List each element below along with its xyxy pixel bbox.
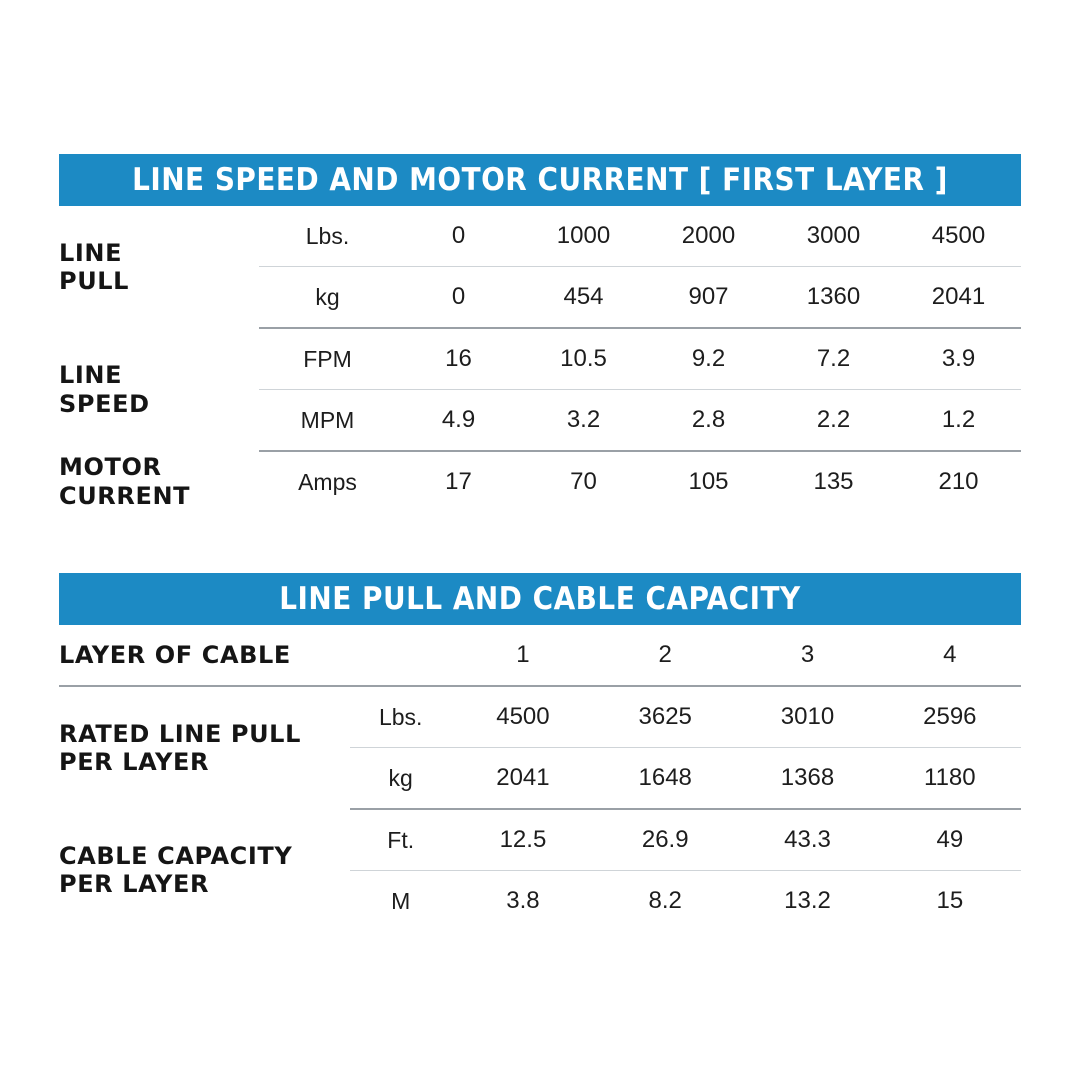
row-label-line-1: MOTOR — [59, 453, 162, 482]
value-cell: 1180 — [879, 748, 1021, 810]
value-cell: 3000 — [771, 206, 896, 267]
value-cell: 3010 — [736, 686, 878, 748]
spec-block-line-speed-motor-current — [59, 154, 1021, 512]
value-cell: 4.9 — [396, 390, 521, 452]
row-label-line-2: PER LAYER — [59, 748, 210, 776]
spec-block-line-pull-cable-capacity — [59, 573, 1021, 931]
table-line-speed-motor-current — [59, 206, 1021, 512]
unit-cell: M — [391, 887, 411, 914]
value-cell: 4 — [879, 625, 1021, 686]
unit-cell: Lbs. — [350, 686, 452, 748]
value-cell: 1368 — [736, 748, 878, 810]
value-cell: 135 — [813, 468, 854, 495]
value-cell: 1648 — [594, 748, 736, 810]
table-row — [59, 328, 1021, 390]
table-row — [59, 206, 1021, 267]
value-cell: 9.2 — [646, 328, 771, 390]
value-cell: 3 — [736, 625, 878, 686]
row-label-line-1: LINE — [59, 361, 123, 390]
table-row — [59, 809, 1021, 871]
value-cell: 0 — [396, 206, 521, 267]
unit-cell: FPM — [259, 328, 396, 390]
value-cell: 3.9 — [896, 328, 1021, 390]
value-cell: 2041 — [452, 748, 594, 810]
table-row — [59, 625, 1021, 686]
value-cell: 2596 — [879, 686, 1021, 748]
value-cell: 49 — [879, 809, 1021, 871]
value-cell: 0 — [396, 267, 521, 329]
row-label-line-1: LAYER OF CABLE — [59, 640, 291, 669]
value-cell: 26.9 — [594, 809, 736, 871]
row-group-label-cable-capacity-per-layer — [59, 809, 350, 931]
row-label-line-1: RATED LINE PULL — [59, 719, 301, 748]
row-label-line-2: PER LAYER — [59, 870, 210, 898]
row-group-label-motor-current — [59, 451, 259, 512]
unit-cell: Amps — [298, 468, 357, 495]
value-cell: 7.2 — [771, 328, 896, 390]
value-cell: 2.2 — [771, 390, 896, 452]
value-cell: 2041 — [896, 267, 1021, 329]
block-title-line-pull-cable-capacity: LINE PULL AND CABLE CAPACITY — [59, 573, 1021, 625]
unit-cell: MPM — [259, 390, 396, 452]
value-cell: 8.2 — [648, 887, 682, 914]
value-cell: 4500 — [896, 206, 1021, 267]
value-cell: 43.3 — [736, 809, 878, 871]
row-group-label-layer-of-cable — [59, 625, 350, 686]
row-label-line-1: LINE — [59, 238, 123, 267]
value-cell: 105 — [688, 468, 729, 495]
value-cell: 2 — [594, 625, 736, 686]
block-title-line-speed-motor-current: LINE SPEED AND MOTOR CURRENT [ FIRST LAYER ] — [59, 154, 1021, 206]
value-cell: 4500 — [452, 686, 594, 748]
value-cell: 1.2 — [896, 390, 1021, 452]
row-label-line-2: PULL — [59, 267, 130, 295]
row-group-label-rated-line-pull-per-layer — [59, 686, 350, 809]
value-cell: 1 — [452, 625, 594, 686]
value-cell: 17 — [445, 468, 472, 495]
value-cell: 70 — [570, 468, 597, 495]
unit-cell — [350, 625, 452, 686]
unit-cell: kg — [350, 748, 452, 810]
row-label-line-2: CURRENT — [59, 481, 191, 510]
value-cell: 3.2 — [521, 390, 646, 452]
value-cell: 13.2 — [784, 887, 831, 914]
table-row — [59, 686, 1021, 748]
value-cell: 16 — [396, 328, 521, 390]
value-cell: 3625 — [594, 686, 736, 748]
value-cell: 1360 — [771, 267, 896, 329]
value-cell: 1000 — [521, 206, 646, 267]
value-cell: 907 — [646, 267, 771, 329]
value-cell: 10.5 — [521, 328, 646, 390]
table-line-pull-cable-capacity — [59, 625, 1021, 931]
value-cell: 15 — [936, 887, 964, 914]
unit-cell: Ft. — [350, 809, 452, 871]
value-cell: 3.8 — [506, 887, 540, 914]
row-label-line-2: SPEED — [59, 389, 150, 418]
row-label-line-1: CABLE CAPACITY — [59, 841, 293, 870]
value-cell: 210 — [938, 468, 979, 495]
value-cell: 12.5 — [452, 809, 594, 871]
value-cell: 2000 — [646, 206, 771, 267]
row-group-label-line-speed — [59, 328, 259, 451]
value-cell: 2.8 — [646, 390, 771, 452]
table-row — [59, 451, 1021, 512]
unit-cell: kg — [259, 267, 396, 329]
row-group-label-line-pull — [59, 206, 259, 328]
unit-cell: Lbs. — [259, 206, 396, 267]
value-cell: 454 — [521, 267, 646, 329]
